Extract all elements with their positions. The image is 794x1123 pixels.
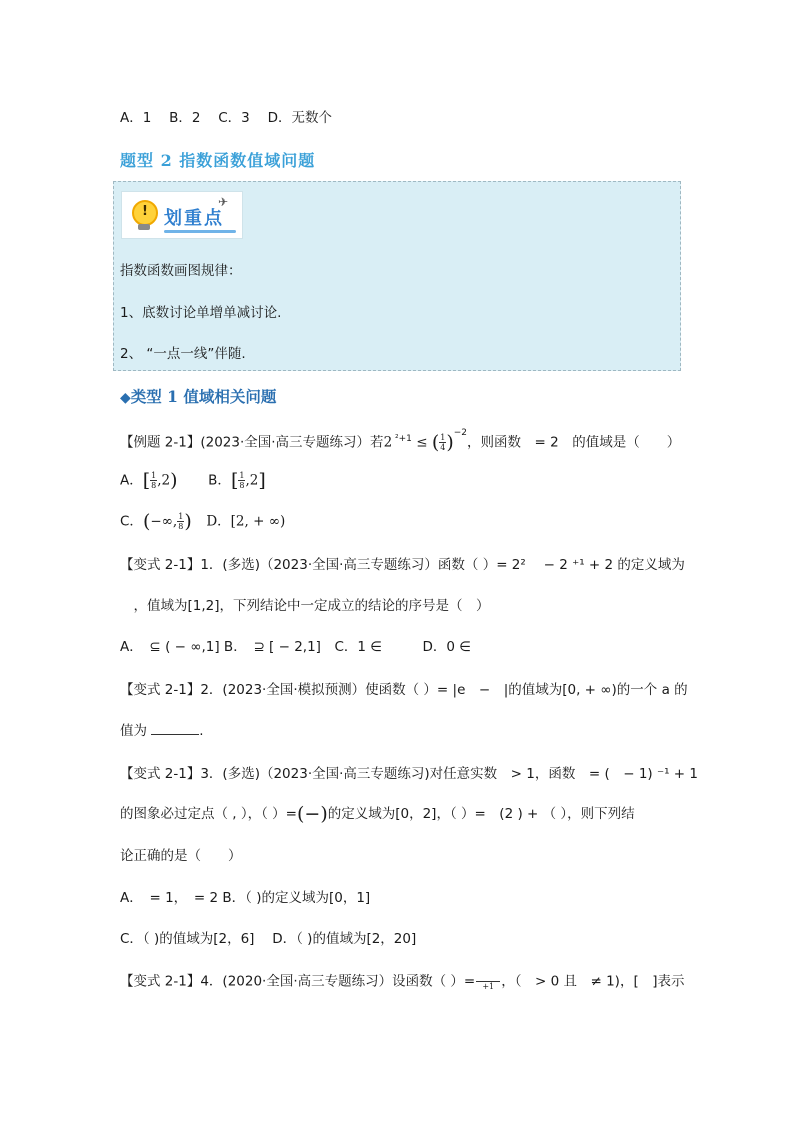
option-b-label: B． <box>208 472 231 489</box>
example-tail: ，则函数 = 2 的值域是（ ） <box>467 434 681 451</box>
lightbulb-base <box>138 224 150 230</box>
sub-title <box>120 385 276 407</box>
variant4-line1-a: 【变式 2-1】4．(2020·全国·高三专题练习）设函数（ ）= <box>120 973 476 990</box>
variant2-period: . <box>199 723 204 739</box>
cond-exp: ²+1 <box>392 434 412 444</box>
variant1-line1: 【变式 2-1】1．(多选)（2023·全国·高三专题练习）函数（ ）= 2² − 2 ⁺¹ + 2 的定义域为 <box>120 557 685 573</box>
variant3-options-ab: A． = 1， = 2 B．（ )的定义域为[0，1] <box>120 890 371 906</box>
variant1-line2: ，值域为[1,2]，下列结论中一定成立的结论的序号是（ ） <box>120 598 490 614</box>
variant3-line2-b: 的定义域为[0，2]，（ ）= (2 ) + （ ），则下列结 <box>327 806 635 822</box>
paper-plane-icon: ✈ <box>218 195 229 209</box>
variant1-line3: A． ⊆ ( − ∞,1] B． ⊇ [ − 2,1] C．1 ∈ D．0 ∈ <box>120 639 472 655</box>
note-heading: 指数函数画图规律： <box>120 263 242 279</box>
note-item-2: 2、 “一点一线”伴随. <box>120 346 246 362</box>
variant4-line1 <box>120 972 684 991</box>
variant3-line2-a: 的图象必过定点（ , ），（ ）= <box>120 806 297 822</box>
badge-label: 划重点 <box>164 208 224 229</box>
outer-exp: −2 <box>453 428 468 438</box>
option-b-fraction: $\frac{1}{8}$ <box>239 471 245 490</box>
variant2-line2 <box>120 722 204 740</box>
option-a-label: A． <box>120 472 143 489</box>
note-item-1: 1、底数讨论单增单减讨论. <box>120 305 282 321</box>
cond-base: 2 <box>383 434 393 451</box>
variant3-options-cd: C．（ )的值域为[2，6] D．（ )的值域为[2，20] <box>120 931 417 947</box>
paren-close: ) <box>446 431 454 454</box>
option-b-tail: ,2 <box>245 472 259 489</box>
badge-underline <box>164 230 236 233</box>
variant2-line1: 【变式 2-1】2．(2023·全国·模拟预测）使函数（ ）= |e − |的值域为[0, + ∞)的一个 a 的 <box>120 682 688 698</box>
variant3-line3: 论正确的是（ ） <box>120 848 242 864</box>
key-point-badge <box>121 191 243 239</box>
option-c-label: C． <box>120 513 143 530</box>
example-tag: 【例题 2-1】 <box>120 434 201 451</box>
key-point-box <box>113 181 681 371</box>
prev-question-options: A．1 B．2 C．3 D．无数个 <box>120 110 332 126</box>
variant3-line1: 【变式 2-1】3．(多选)（2023·全国·高三专题练习)对任意实数 > 1，函数 = ( − 1) ⁻¹ + 1 <box>120 766 699 782</box>
option-d: D．[2, + ∞) <box>206 513 286 530</box>
example-options-cd: C．(−∞, $\frac{1}{8}$ ) D．[2, + ∞) <box>120 510 286 533</box>
le-sign: ≤ <box>416 434 428 451</box>
variant4-fraction: +1 <box>476 972 500 991</box>
option-c-head: −∞, <box>150 513 178 530</box>
variant4-line1-tail: ，（ > 0 且 ≠ 1)，[ ]表示 <box>501 973 685 990</box>
sub-title-text: 类型 1 值域相关问题 <box>130 387 277 406</box>
option-a-tail: ,2 <box>157 472 171 489</box>
example-source: (2023·全国·高三专题练习）若 <box>200 434 384 451</box>
answer-blank[interactable] <box>151 722 199 735</box>
example-options-ab: A．[ $\frac{1}{8}$ ,2) B．[ $\frac{1}{8}$ ,2] <box>120 469 266 492</box>
option-a-fraction: $\frac{1}{8}$ <box>151 471 157 490</box>
fraction-one-quarter: $\frac{1}{4}$ <box>440 433 446 452</box>
diamond-icon: ◆ <box>120 390 131 406</box>
option-c-fraction: $\frac{1}{8}$ <box>178 512 184 531</box>
variant2-prefix: 值为 <box>120 723 147 739</box>
lightbulb-icon: ! <box>132 200 158 226</box>
example-question <box>120 430 680 452</box>
variant3-paren-expr: (−) <box>296 803 328 825</box>
section-title: 题型 2 指数函数值域问题 <box>120 151 316 170</box>
paren-open: ( <box>431 431 440 454</box>
variant3-line2 <box>120 805 635 823</box>
